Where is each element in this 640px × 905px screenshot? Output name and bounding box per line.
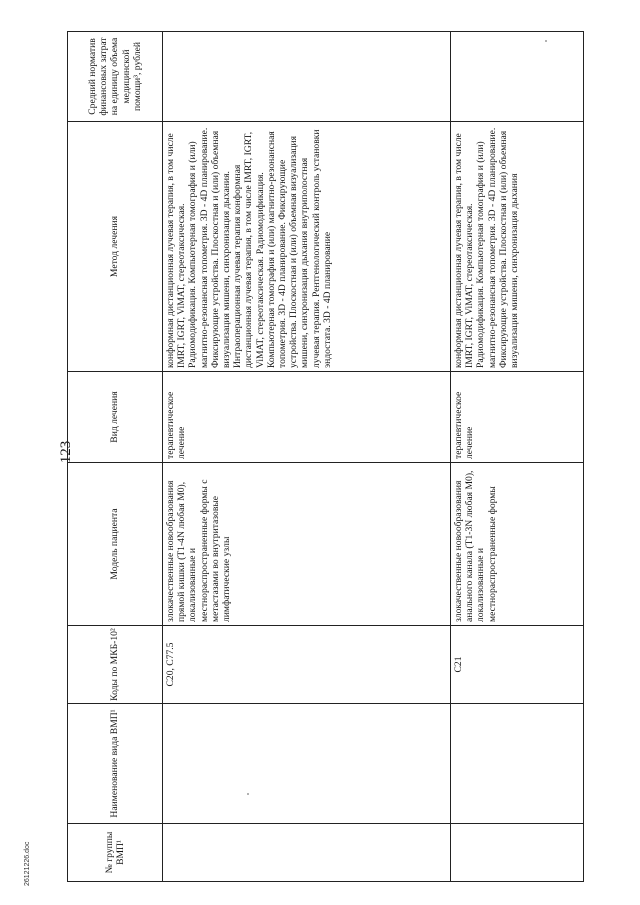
row-treatment-type: терапевтическое лечение [451, 372, 584, 463]
header-treatment-method: Метод лечения [68, 122, 163, 372]
page-number: 123 [58, 440, 74, 464]
scan-speck [545, 40, 547, 42]
header-group-number: № группы ВМП¹ [68, 824, 163, 882]
row-icd-codes: C21 [451, 626, 584, 704]
table-row [451, 32, 584, 882]
header-treatment-type: Вид лечения [68, 372, 163, 463]
header-patient-model: Модель пациента [68, 463, 163, 626]
document-footer-code: 26121226.doc [24, 841, 31, 886]
row-patient-model: злокачественные новообразования анального канала (T1-3N любая M0), локализованные и местнораспространенные формы [451, 463, 584, 626]
row-patient-model: злокачественные новообразования прямой кишки (T1-4N любая M0), локализованные и местнораспространенные формы с метастазами во внутритазовые лимфатические узлы [163, 463, 451, 626]
row-group [451, 824, 584, 882]
header-icd-codes: Коды по МКБ-10² [68, 626, 163, 704]
table-header-row [68, 32, 163, 882]
row-treatment-type: терапевтическое лечение [163, 372, 451, 463]
row-treatment-method: конформная дистанционная лучевая терапия, в том числе IMRT, IGRT, ViMAT, стереотаксическая. Радиомодификация. Компьютерная томография и (или) магнитно-резонансная топометрия. 3D - 4D планирование. Фиксирующие устройства. Плоскостная и (или) объемная визуализация мишени, синхронизация дыхания. Интраоперационная лучевая терапия конформная дистанционная лучевая терапия, в том числе IMRT, IGRT, ViMAT, стереотаксическая. Радиомодификация. Компьютерная томография и (или) магнитно-резонансная топометрия. 3D - 4D планирование. Фиксирующие устройства. Плоскостная и (или) объемная визуализация мишени, синхронизация дыхания внутриполостная лучевая терапия. Рентгенологический контроль установки эндостата. 3D - 4D планирование [163, 122, 451, 372]
row-group [163, 824, 451, 882]
row-treatment-method: конформная дистанционная лучевая терапия, в том числе IMRT, IGRT, ViMAT, стереотаксическая. Радиомодификация. Компьютерная томография и (или) магнитно-резонансная топометрия. 3D - 4D планирование. Фиксирующие устройства. Плоскостная и (или) объемная визуализация мишени, синхронизация дыхания [451, 122, 584, 372]
row-average-cost [163, 32, 451, 122]
vmp-table-container [67, 32, 584, 882]
header-vmp-name: Наименование вида ВМП¹ [68, 704, 163, 824]
row-vmp-name [163, 704, 451, 824]
row-icd-codes: C20, C77.5 [163, 626, 451, 704]
row-vmp-name [451, 704, 584, 824]
vmp-table [67, 31, 584, 882]
rotated-table-frame [67, 32, 584, 882]
scan-speck [247, 793, 249, 795]
table-row [163, 32, 451, 882]
header-average-cost: Средний норматив финансовых затрат на единицу объема медицинской помощи³, рублей [68, 32, 163, 122]
row-average-cost [451, 32, 584, 122]
